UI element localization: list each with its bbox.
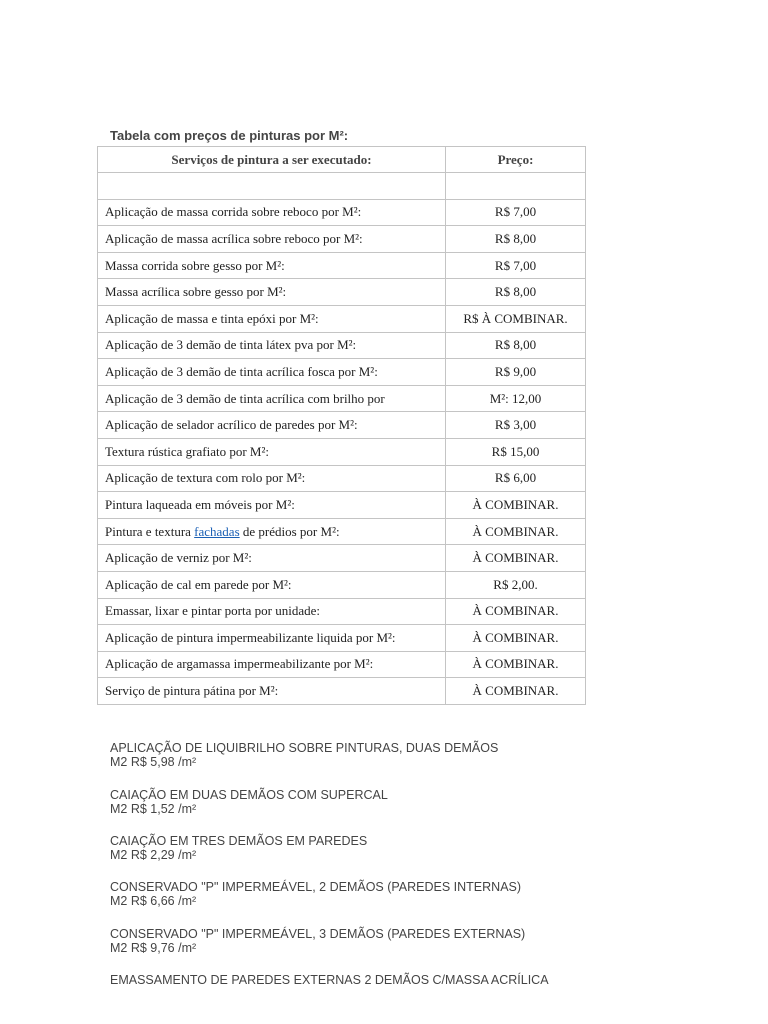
table-row xyxy=(98,279,586,306)
table-row xyxy=(98,465,586,492)
service-text-post: de prédios por M²: xyxy=(239,523,340,539)
table-header-row xyxy=(98,147,586,173)
service-cell: Pintura laqueada em móveis por M²: xyxy=(98,492,446,519)
service-cell: Serviço de pintura pátina por M²: xyxy=(98,678,446,705)
service-cell xyxy=(98,518,446,545)
service-text-pre: Pintura e textura xyxy=(105,523,195,539)
service-cell: Aplicação de textura com rolo por M²: xyxy=(98,465,446,492)
price-cell: À COMBINAR. xyxy=(446,651,586,678)
service-cell: Aplicação de 3 demão de tinta acrílica fosca por M²: xyxy=(98,359,446,386)
table-row xyxy=(98,598,586,625)
extra-item-price: M2 R$ 6,66 /m² xyxy=(110,894,197,908)
table-row xyxy=(98,545,586,572)
extra-item-title: EMASSAMENTO DE PAREDES EXTERNAS 2 DEMÃOS C/MASSA ACRÍLICA xyxy=(110,973,549,987)
service-cell: Aplicação de pintura impermeabilizante liquida por M²: xyxy=(98,625,446,652)
price-cell: R$ 8,00 xyxy=(446,332,586,359)
price-cell: À COMBINAR. xyxy=(446,492,586,519)
price-cell: R$ À COMBINAR. xyxy=(446,305,586,332)
price-cell: R$ 15,00 xyxy=(446,438,586,465)
extra-item-title: CONSERVADO "P" IMPERMEÁVEL, 2 DEMÃOS (PAREDES INTERNAS) xyxy=(110,880,522,894)
table-row xyxy=(98,199,586,226)
table-body xyxy=(98,173,586,705)
header-service: Serviços de pintura a ser executado: xyxy=(98,147,446,173)
table-row xyxy=(98,305,586,332)
price-cell: R$ 9,00 xyxy=(446,359,586,386)
table-row xyxy=(98,412,586,439)
extra-item xyxy=(110,788,710,816)
extra-item xyxy=(110,973,710,987)
service-cell: Aplicação de 3 demão de tinta látex pva por M²: xyxy=(98,332,446,359)
price-cell: R$ 8,00 xyxy=(446,279,586,306)
service-cell: Aplicação de selador acrílico de paredes por M²: xyxy=(98,412,446,439)
price-cell: R$ 6,00 xyxy=(446,465,586,492)
table-row xyxy=(98,252,586,279)
service-cell: Textura rústica grafiato por M²: xyxy=(98,438,446,465)
price-cell: R$ 3,00 xyxy=(446,412,586,439)
extra-item xyxy=(110,880,710,908)
extra-item xyxy=(110,834,710,862)
service-cell: Aplicação de verniz por M²: xyxy=(98,545,446,572)
price-cell: À COMBINAR. xyxy=(446,678,586,705)
price-cell: R$ 7,00 xyxy=(446,252,586,279)
table-row xyxy=(98,625,586,652)
table-row xyxy=(98,438,586,465)
table-row xyxy=(98,332,586,359)
extra-item-price: M2 R$ 2,29 /m² xyxy=(110,848,197,862)
service-cell: Aplicação de argamassa impermeabilizante por M²: xyxy=(98,651,446,678)
service-cell: Massa corrida sobre gesso por M²: xyxy=(98,252,446,279)
price-cell: À COMBINAR. xyxy=(446,625,586,652)
table-row xyxy=(98,678,586,705)
service-cell: Aplicação de massa corrida sobre reboco por M²: xyxy=(98,199,446,226)
price-cell: R$ 2,00. xyxy=(446,571,586,598)
service-cell: Massa acrílica sobre gesso por M²: xyxy=(98,279,446,306)
table-row xyxy=(98,651,586,678)
extra-item-price: M2 R$ 1,52 /m² xyxy=(110,802,197,816)
price-cell: R$ 8,00 xyxy=(446,226,586,253)
extra-item-title: CAIAÇÃO EM TRES DEMÃOS EM PAREDES xyxy=(110,834,368,848)
price-cell: R$ 7,00 xyxy=(446,199,586,226)
price-cell: M²: 12,00 xyxy=(446,385,586,412)
extra-item-title: CONSERVADO "P" IMPERMEÁVEL, 3 DEMÃOS (PAREDES EXTERNAS) xyxy=(110,927,526,941)
price-cell: À COMBINAR. xyxy=(446,598,586,625)
table-row xyxy=(98,226,586,253)
price-cell xyxy=(446,173,586,200)
table-row xyxy=(98,571,586,598)
price-table xyxy=(97,146,586,705)
service-cell: Aplicação de cal em parede por M²: xyxy=(98,571,446,598)
table-row xyxy=(98,359,586,386)
extra-item-price: M2 R$ 5,98 /m² xyxy=(110,755,197,769)
service-cell xyxy=(98,173,446,200)
service-cell: Aplicação de massa e tinta epóxi por M²: xyxy=(98,305,446,332)
price-cell: À COMBINAR. xyxy=(446,545,586,572)
table-row xyxy=(98,492,586,519)
extra-item-title: CAIAÇÃO EM DUAS DEMÃOS COM SUPERCAL xyxy=(110,788,388,802)
header-price: Preço: xyxy=(446,147,586,173)
service-cell: Emassar, lixar e pintar porta por unidade: xyxy=(98,598,446,625)
extra-item-price: M2 R$ 9,76 /m² xyxy=(110,941,197,955)
price-cell: À COMBINAR. xyxy=(446,518,586,545)
table-caption: Tabela com preços de pinturas por M²: xyxy=(110,128,349,143)
fachadas-link[interactable]: fachadas xyxy=(194,523,240,539)
service-cell: Aplicação de 3 demão de tinta acrílica com brilho por xyxy=(98,385,446,412)
extra-item xyxy=(110,741,710,769)
extra-item-title: APLICAÇÃO DE LIQUIBRILHO SOBRE PINTURAS, DUAS DEMÃOS xyxy=(110,741,499,755)
table-row xyxy=(98,518,586,545)
extra-item xyxy=(110,927,710,955)
table-row xyxy=(98,173,586,200)
table-row xyxy=(98,385,586,412)
service-cell: Aplicação de massa acrílica sobre reboco por M²: xyxy=(98,226,446,253)
